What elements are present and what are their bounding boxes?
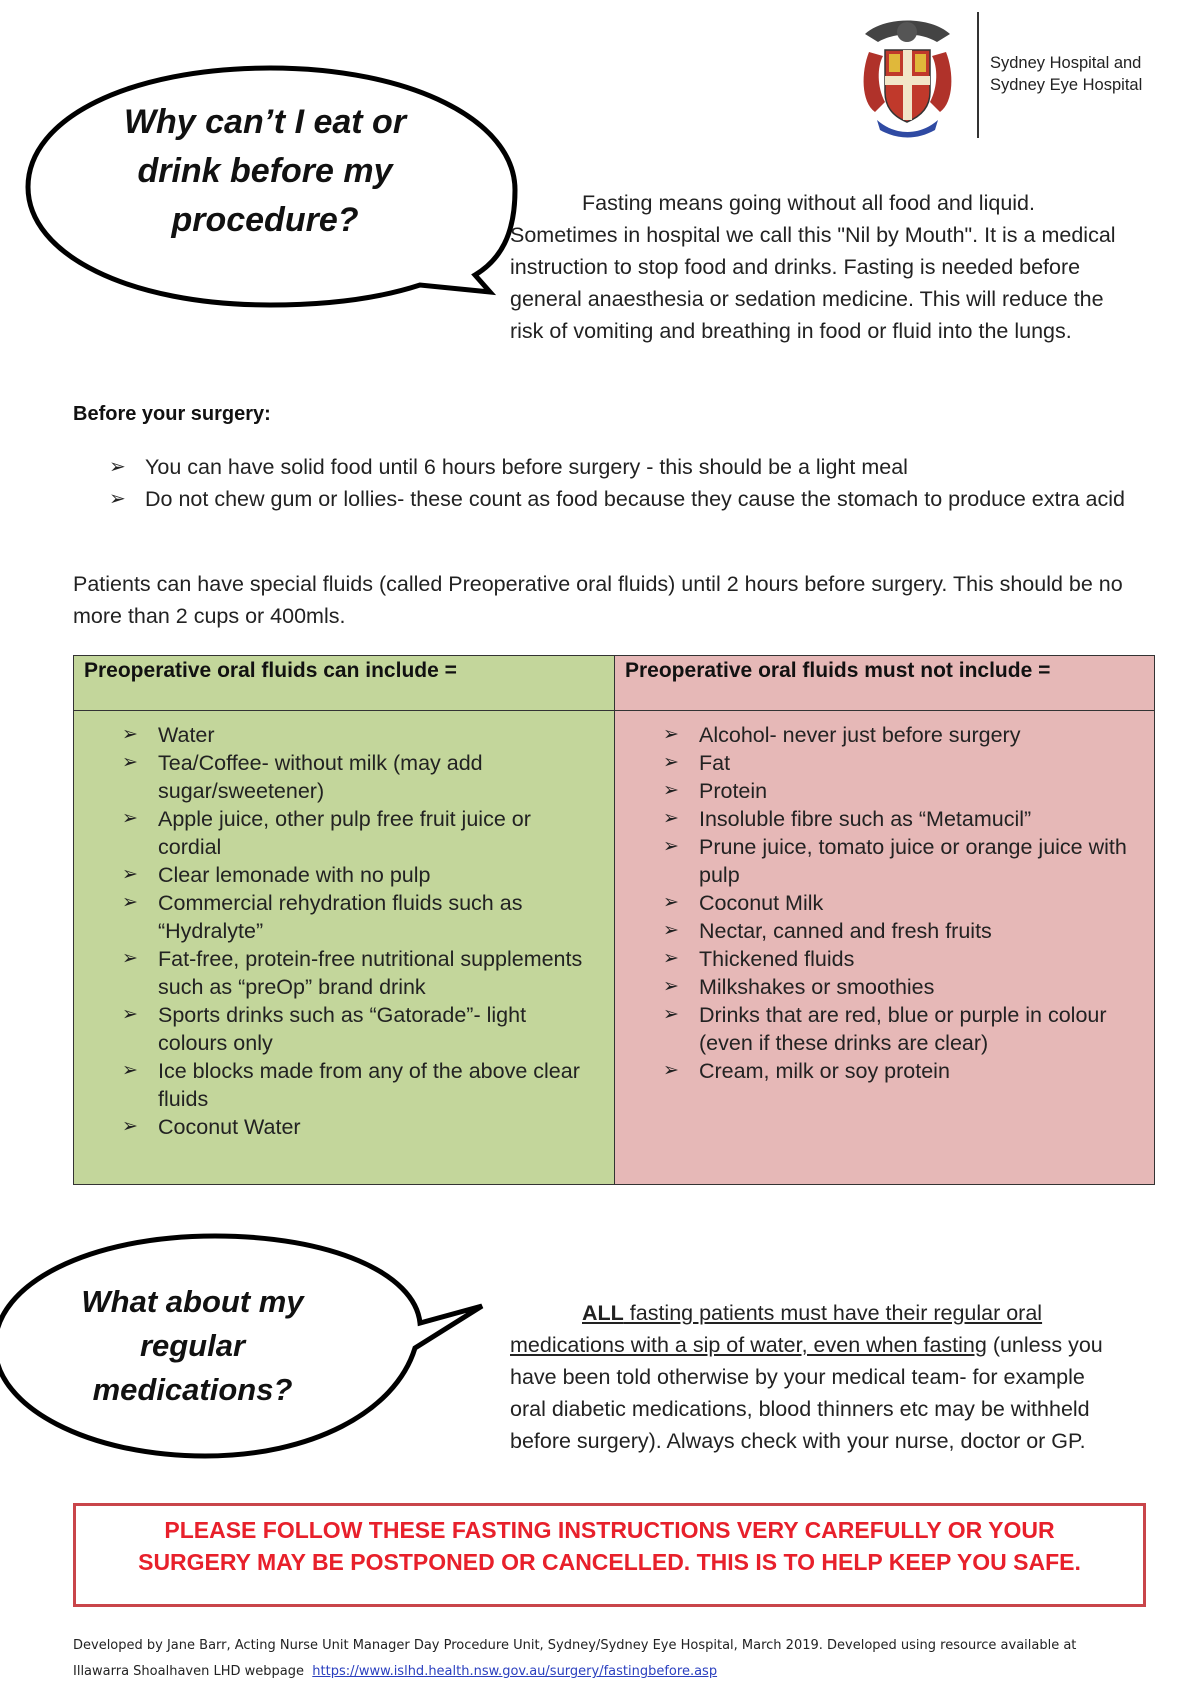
bubble2-line2: regular <box>139 1328 246 1363</box>
hospital-name <box>990 52 1142 96</box>
list-item <box>74 721 614 749</box>
list-item-text: Protein <box>699 779 768 803</box>
arrow-bullet-icon: ➢ <box>663 808 679 829</box>
list-item <box>615 805 1154 833</box>
list-item-text: Drinks that are red, blue or purple in colour (even if these drinks are clear) <box>699 1003 1107 1055</box>
list-item-text: Alcohol- never just before surgery <box>699 723 1021 747</box>
arrow-bullet-icon: ➢ <box>122 1060 138 1081</box>
before-surgery-list <box>73 451 1153 515</box>
arrow-bullet-icon: ➢ <box>122 808 138 829</box>
list-item-text: Fat-free, protein-free nutritional supplements such as “preOp” brand drink <box>158 947 583 999</box>
hospital-name-line1: Sydney Hospital and <box>990 54 1142 72</box>
arrow-bullet-icon: ➢ <box>663 780 679 801</box>
list-item <box>73 451 1153 483</box>
include-list <box>74 711 614 1141</box>
list-item <box>74 861 614 889</box>
exclude-column <box>615 711 1155 1185</box>
fluids-table <box>73 655 1155 1185</box>
list-item <box>615 721 1154 749</box>
exclude-list <box>615 711 1154 1085</box>
list-item <box>74 1113 614 1141</box>
arrow-bullet-icon: ➢ <box>109 488 126 510</box>
list-item <box>615 945 1154 973</box>
medications-paragraph <box>510 1297 1110 1457</box>
bubble2-line1: What about my <box>81 1284 304 1319</box>
list-item <box>74 1001 614 1057</box>
arrow-bullet-icon: ➢ <box>663 752 679 773</box>
warning-line1: PLEASE FOLLOW THESE FASTING INSTRUCTIONS VERY CAREFULLY OR YOUR <box>164 1517 1055 1543</box>
list-item-text: Do not chew gum or lollies- these count as food because they cause the stomach to produce extra acid <box>145 487 1126 511</box>
include-header: Preoperative oral fluids can include = <box>74 656 615 711</box>
list-item-text: Clear lemonade with no pulp <box>158 863 431 887</box>
list-item-text: Water <box>158 723 215 747</box>
include-column <box>74 711 615 1185</box>
arrow-bullet-icon: ➢ <box>122 892 138 913</box>
intro-text: Fasting means going without all food and liquid. Sometimes in hospital we call this "Nil by Mouth". It is a medical instruction to stop food and drinks. Fasting is needed before general anaesthesia or sedation medicine. This will reduce the risk of vomiting and breathing in food or fluid into the lungs. <box>510 191 1116 343</box>
arrow-bullet-icon: ➢ <box>122 724 138 745</box>
list-item-text: Thickened fluids <box>699 947 855 971</box>
intro-paragraph <box>510 187 1140 347</box>
footer <box>73 1633 1076 1685</box>
list-item-text: Sports drinks such as “Gatorade”- light colours only <box>158 1003 527 1055</box>
footer-source: Illawarra Shoalhaven LHD webpage <box>73 1664 304 1679</box>
medications-underlined: fasting patients must have their regular oral medications with a sip of water, even when fasting <box>510 1301 1043 1357</box>
list-item <box>74 805 614 861</box>
arrow-bullet-icon: ➢ <box>122 948 138 969</box>
list-item <box>74 945 614 1001</box>
arrow-bullet-icon: ➢ <box>663 1060 679 1081</box>
speech-bubble-why-fast <box>20 60 520 310</box>
list-item-text: Commercial rehydration fluids such as “Hydralyte” <box>158 891 523 943</box>
footer-line1: Developed by Jane Barr, Acting Nurse Unit Manager Day Procedure Unit, Sydney/Sydney Eye Hospital, March 2019. Developed using resource available at <box>73 1638 1077 1653</box>
list-item-text: Milkshakes or smoothies <box>699 975 935 999</box>
speech-bubble-medications <box>0 1228 490 1463</box>
list-item-text: Apple juice, other pulp free fruit juice or cordial <box>158 807 531 859</box>
arrow-bullet-icon: ➢ <box>122 1004 138 1025</box>
arrow-bullet-icon: ➢ <box>663 976 679 997</box>
list-item-text: You can have solid food until 6 hours before surgery - this should be a light meal <box>145 455 908 479</box>
arrow-bullet-icon: ➢ <box>663 920 679 941</box>
hospital-name-line2: Sydney Eye Hospital <box>990 76 1143 94</box>
exclude-header: Preoperative oral fluids must not include = <box>615 656 1155 711</box>
arrow-bullet-icon: ➢ <box>663 892 679 913</box>
list-item <box>74 1057 614 1113</box>
medications-rest: (unless you have been told otherwise by your medical team- for example oral diabetic medications, blood thinners etc may be withheld before surgery). Always check with your nurse, doctor or GP. <box>510 1333 1103 1453</box>
list-item-text: Coconut Water <box>158 1115 301 1139</box>
list-item-text: Nectar, canned and fresh fruits <box>699 919 992 943</box>
bubble-question-2 <box>40 1280 345 1412</box>
bubble2-line3: medications? <box>92 1372 293 1407</box>
list-item <box>73 483 1153 515</box>
list-item-text: Tea/Coffee- without milk (may add sugar/sweetener) <box>158 751 483 803</box>
list-item <box>615 973 1154 1001</box>
arrow-bullet-icon: ➢ <box>663 1004 679 1025</box>
logo-divider <box>977 12 979 138</box>
list-item <box>74 889 614 945</box>
list-item-text: Insoluble fibre such as “Metamucil” <box>699 807 1032 831</box>
arrow-bullet-icon: ➢ <box>122 1116 138 1137</box>
before-surgery-heading: Before your surgery: <box>73 403 271 425</box>
list-item <box>615 1057 1154 1085</box>
list-item <box>615 889 1154 917</box>
list-item-text: Ice blocks made from any of the above clear fluids <box>158 1059 580 1111</box>
bubble1-line1: Why can’t I eat or <box>123 103 407 141</box>
warning-line2: SURGERY MAY BE POSTPONED OR CANCELLED. THIS IS TO HELP KEEP YOU SAFE. <box>138 1549 1081 1575</box>
arrow-bullet-icon: ➢ <box>109 456 126 478</box>
special-fluids-paragraph: Patients can have special fluids (called Preoperative oral fluids) until 2 hours before surgery. This should be no more than 2 cups or 400mls. <box>73 572 1123 628</box>
footer-line2 <box>73 1659 1076 1685</box>
list-item <box>615 777 1154 805</box>
arrow-bullet-icon: ➢ <box>663 948 679 969</box>
bubble-question-1 <box>80 98 450 245</box>
bubble1-line2: drink before my <box>137 152 393 190</box>
warning-box <box>73 1503 1146 1607</box>
footer-link[interactable]: https://www.islhd.health.nsw.gov.au/surgery/fastingbefore.asp <box>312 1664 718 1679</box>
list-item-text: Prune juice, tomato juice or orange juice with pulp <box>699 835 1127 887</box>
list-item <box>615 1001 1154 1057</box>
list-item <box>74 749 614 805</box>
list-item <box>615 917 1154 945</box>
list-item <box>615 749 1154 777</box>
list-item <box>615 833 1154 889</box>
list-item-text: Fat <box>699 751 731 775</box>
arrow-bullet-icon: ➢ <box>122 752 138 773</box>
list-item-text: Coconut Milk <box>699 891 824 915</box>
arrow-bullet-icon: ➢ <box>663 724 679 745</box>
arrow-bullet-icon: ➢ <box>122 864 138 885</box>
arrow-bullet-icon: ➢ <box>663 836 679 857</box>
list-item-text: Cream, milk or soy protein <box>699 1059 950 1083</box>
medications-all: ALL <box>582 1301 624 1325</box>
bubble1-line3: procedure? <box>171 201 359 239</box>
hospital-crest-logo <box>855 12 960 140</box>
